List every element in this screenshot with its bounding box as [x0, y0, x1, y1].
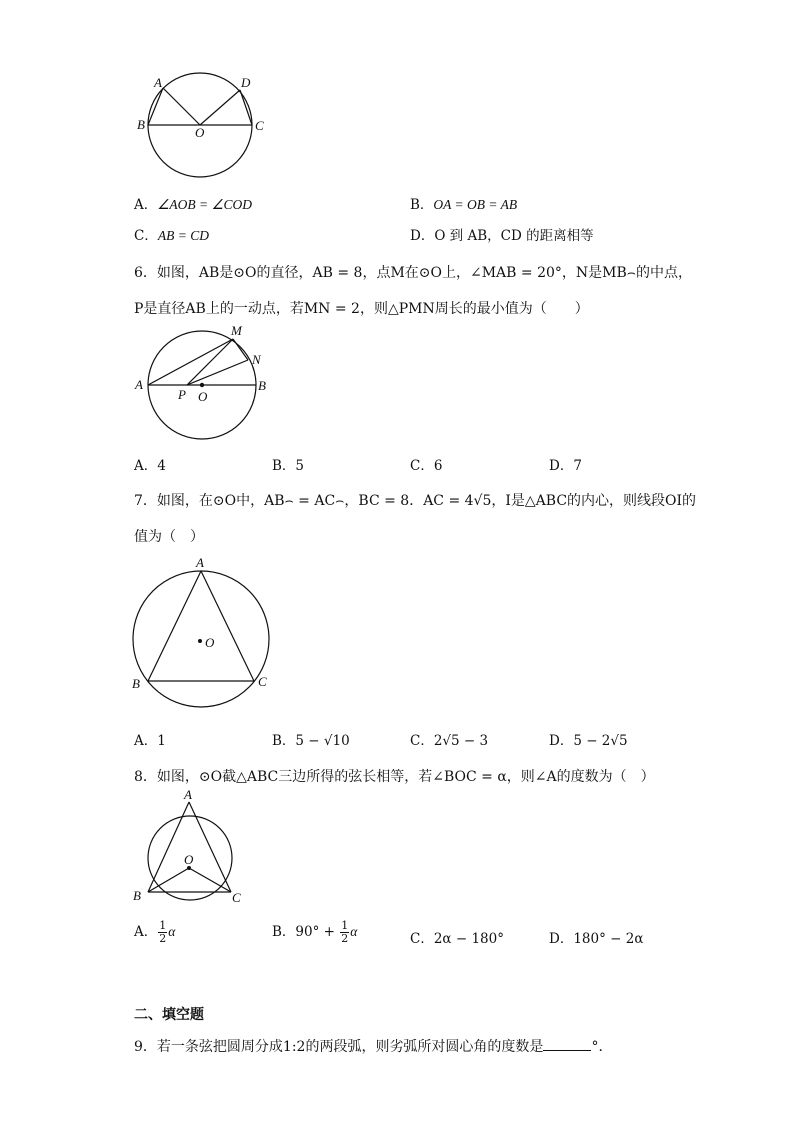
q5-label-c: C	[255, 118, 264, 133]
q8-segment-ab	[148, 802, 189, 892]
q5-label-a: A	[154, 75, 162, 90]
q6-figure	[130, 322, 280, 442]
q7-label-o: O	[205, 635, 215, 650]
q8-option-c[interactable]: C．2α − 180°	[410, 931, 504, 947]
q5-segment-ba	[148, 88, 163, 125]
q6-label-m: M	[231, 323, 242, 338]
q6-segment-pm	[187, 339, 233, 385]
q5-label-b: B	[137, 117, 145, 132]
q6-label-o: O	[198, 389, 208, 404]
q6-label-b: B	[258, 378, 266, 393]
q6-segment-am	[148, 339, 233, 385]
q8-segment-oc	[189, 868, 231, 892]
q6-option-c[interactable]: C．6	[410, 458, 443, 474]
q7-label-a: A	[196, 555, 204, 570]
q6-label-p: P	[178, 387, 186, 402]
q6-center-dot	[200, 383, 204, 387]
q7-label-b: B	[132, 676, 140, 691]
q6-segment-mn	[233, 339, 248, 360]
q7-option-c[interactable]: C．2√5 − 3	[410, 733, 489, 749]
q8-option-a[interactable]: A． $\frac{1}{2}$ α	[134, 919, 176, 945]
q8-option-a-fraction: $\frac{1}{2}$	[159, 919, 167, 945]
q9-answer-blank[interactable]	[543, 1038, 591, 1051]
q5-option-c[interactable]: C．AB = CD	[134, 228, 209, 244]
q6-stem-line2: P是直径AB上的一动点，若MN = 2，则△PMN周长的最小值为（ ）	[134, 301, 589, 317]
q7-figure	[128, 556, 278, 706]
q8-figure	[130, 788, 250, 908]
q5-segment-od	[200, 90, 240, 125]
q6-option-b[interactable]: B．5	[272, 458, 305, 474]
q5-option-a[interactable]: A．∠AOB = ∠COD	[134, 197, 253, 213]
q8-label-b: B	[133, 888, 141, 903]
q5-option-d[interactable]: D．O 到 AB，CD 的距离相等	[410, 228, 594, 244]
q8-label-c: C	[232, 890, 241, 905]
q5-option-b[interactable]: B．OA = OB = AB	[410, 197, 518, 213]
q5-segment-ao	[163, 88, 200, 125]
q8-stem-line1: 8．如图，⊙O截△ABC三边所得的弦长相等，若∠BOC = α，则∠A的度数为（ ）	[134, 769, 655, 785]
q7-option-a[interactable]: A．1	[134, 733, 166, 749]
q8-label-o: O	[184, 852, 194, 867]
q7-circle	[133, 571, 269, 707]
q5-label-d: D	[241, 75, 251, 90]
q7-stem-line2: 值为（ ）	[134, 529, 204, 545]
q6-option-a[interactable]: A．4	[134, 458, 166, 474]
q8-option-b-fraction: $\frac{1}{2}$	[341, 919, 349, 945]
q6-stem-line1: 6．如图，AB是⊙O的直径，AB = 8，点M在⊙O上，∠MAB = 20°，N是MB⌢的中点，	[134, 265, 692, 281]
q5-figure	[130, 70, 290, 180]
q6-segment-pn	[187, 360, 248, 385]
q8-option-b[interactable]: B．90° + $\frac{1}{2}$ α	[272, 919, 358, 945]
q6-label-n: N	[252, 352, 261, 367]
q8-option-d[interactable]: D．180° − 2α	[549, 931, 644, 947]
section-title-fill-in: 二、填空题	[134, 1007, 204, 1023]
q5-segment-dc	[240, 90, 252, 125]
q7-option-b[interactable]: B．5 − √10	[272, 733, 350, 749]
q9-stem: 9．若一条弦把圆周分成1:2的两段弧，则劣弧所对圆心角的度数是 °．	[134, 1039, 613, 1055]
q8-label-a: A	[184, 787, 192, 802]
q6-option-d[interactable]: D．7	[549, 458, 582, 474]
q7-label-c: C	[258, 674, 267, 689]
q7-option-d[interactable]: D．5 − 2√5	[549, 733, 628, 749]
q7-stem-line1: 7．如图，在⊙O中，AB⌢ = AC⌢，BC = 8．AC = 4√5，I是△ABC的内心，则线段OI的	[134, 493, 697, 509]
q6-label-a: A	[135, 377, 143, 392]
q5-label-o: O	[195, 125, 205, 140]
q8-segment-ac	[189, 802, 231, 892]
q7-center-dot	[198, 639, 202, 643]
